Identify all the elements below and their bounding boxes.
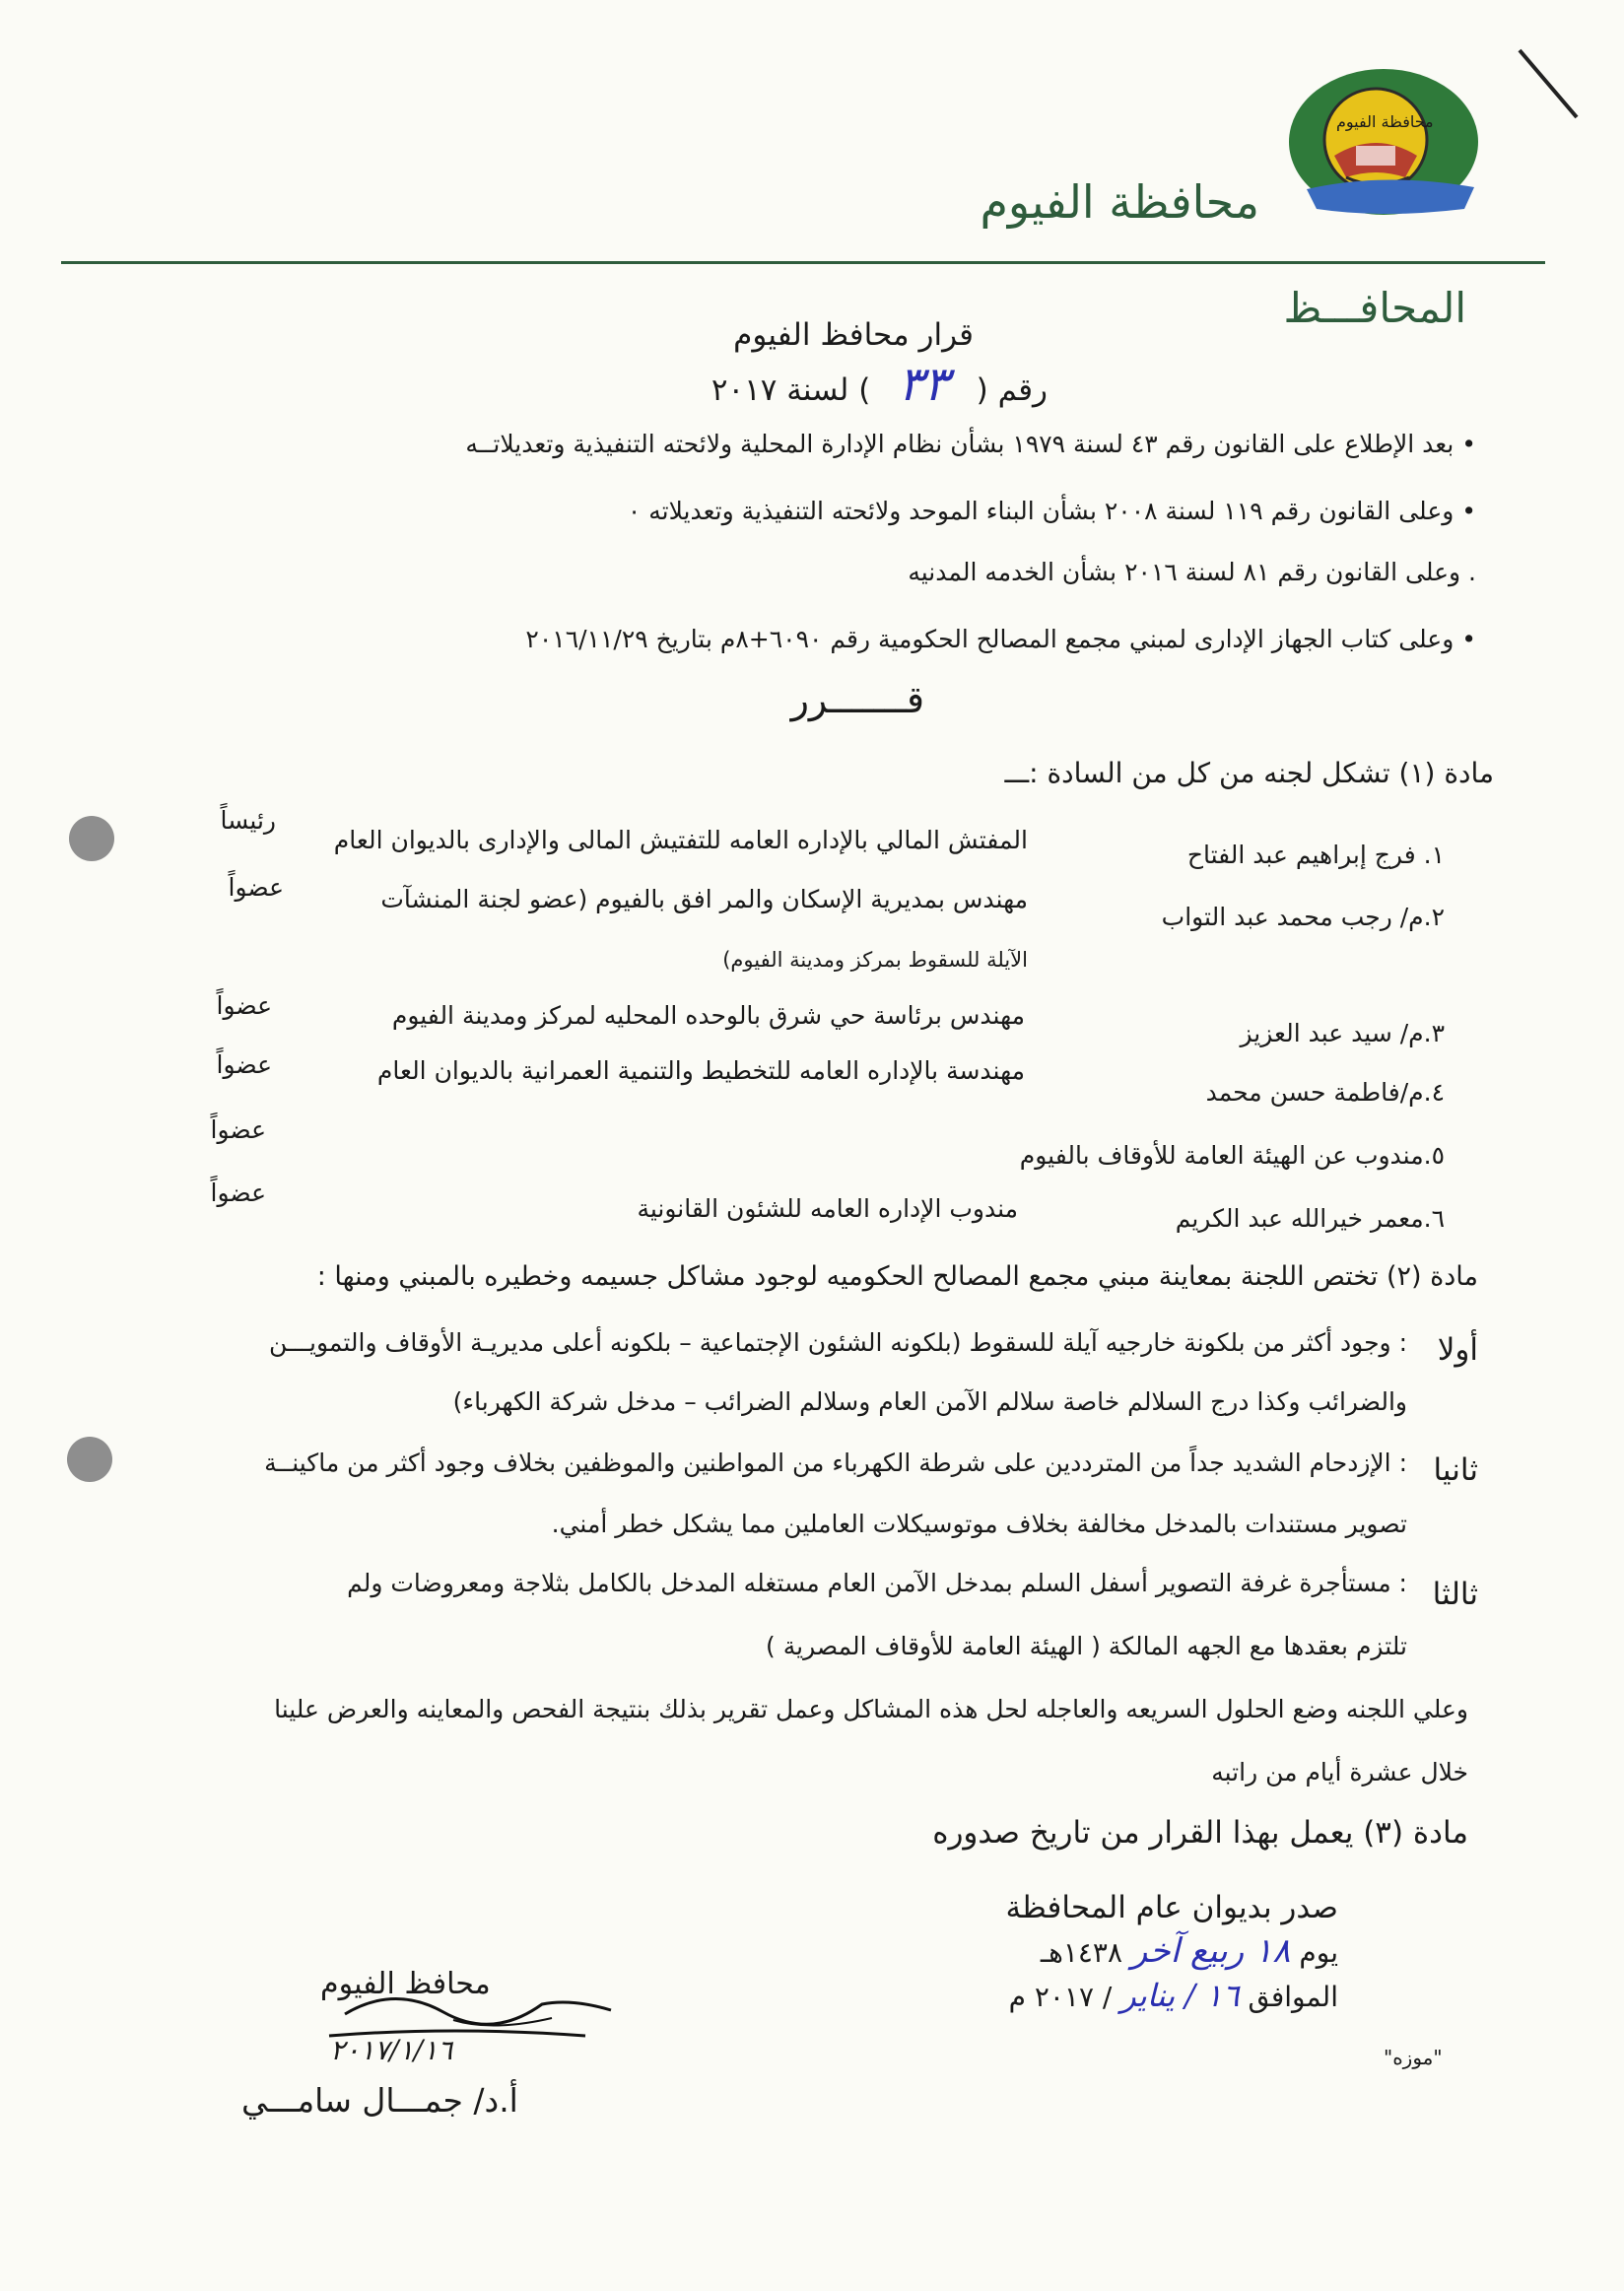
- member-role-cont: الآيلة للسقوط بمركز ومدينة الفيوم): [722, 948, 1028, 972]
- member-name: ٢.م/ رجب محمد عبد التواب: [1161, 903, 1445, 931]
- punch-hole-1: [69, 816, 114, 861]
- preamble-line-2: • وعلى القانون رقم ١١٩ لسنة ٢٠٠٨ بشأن البناء الموحد ولائحته التنفيذية وتعديلاته ٠: [627, 497, 1476, 525]
- issue-2-text-cont: تصوير مستندات بالمدخل مخالفة بخلاف موتوسيكلات العاملين مما يشكل خطر أمني.: [551, 1510, 1407, 1538]
- header-rule: [61, 261, 1545, 264]
- member-status: عضواً: [210, 1115, 266, 1144]
- member-role: مهندس بمديرية الإسكان والمر افق بالفيوم (عضو لجنة المنشآت: [380, 885, 1028, 913]
- article-2-heading: مادة (٢) تختص اللجنة بمعاينة مبني مجمع المصالح الحكوميه لوجود مشاكل جسيمه وخطيره بالمبني ومنها :: [316, 1261, 1478, 1292]
- member-status: رئيساً: [220, 806, 276, 835]
- issue-1-text: : وجود أكثر من بلكونة خارجيه آيلة للسقوط (بلكونه الشئون الإجتماعية – بلكونه أعلى مديريـة الأوقاف والتمويـــن: [269, 1328, 1407, 1357]
- issue-2-label: ثانيا: [1433, 1452, 1478, 1488]
- issue-1-text-cont: والضرائب وكذا درج السلالم خاصة سلالم الآمن العام وسلالم الضرائب – مدخل شركة الكهرباء): [452, 1387, 1407, 1416]
- gregorian-handwritten: ١٦ / يناير: [1120, 1977, 1240, 2014]
- member-role: مهندس برئاسة حي شرق بالوحده المحليه لمركز ومدينة الفيوم: [391, 1001, 1025, 1030]
- issued-hijri-date: [1041, 1931, 1338, 1971]
- article-1-heading: مادة (١) تشكل لجنه من كل من السادة :ـــ: [1004, 757, 1494, 789]
- hijri-suffix: ١٤٣٨هـ: [1040, 1936, 1122, 1969]
- preamble-line-3: . وعلى القانون رقم ٨١ لسنة ٢٠١٦ بشأن الخدمه المدنيه: [908, 558, 1476, 586]
- logo-text: محافظة الفيوم: [1336, 112, 1434, 131]
- decided-heading: قـــــــرر: [790, 678, 924, 721]
- preamble-line-4: • وعلى كتاب الجهاز الإدارى لمبني مجمع المصالح الحكومية رقم ٦٠٩٠+٨م بتاريخ ٢٠١٦/١١/٢٩: [525, 625, 1476, 653]
- issue-1-label: أولا: [1437, 1332, 1478, 1368]
- member-role: مندوب الإداره العامه للشئون القانونية: [637, 1194, 1018, 1223]
- article-3-heading: مادة (٣) يعمل بهذا القرار من تاريخ صدوره: [932, 1815, 1468, 1851]
- office-title: المحافـــظ: [1283, 284, 1466, 332]
- article-2-closing-cont: خلال عشرة أيام من راتبه: [1211, 1758, 1468, 1786]
- gregorian-suffix: / ٢٠١٧ م: [1008, 1981, 1113, 2013]
- punch-hole-2: [67, 1437, 112, 1482]
- article-2-closing: وعلي اللجنه وضع الحلول السريعه والعاجله لحل هذه المشاكل وعمل تقرير بذلك بنتيجة الفحص والمعاينه والعرض علينا: [274, 1695, 1468, 1723]
- signature-date-underline: [325, 2028, 591, 2042]
- governorate-logo: [1287, 61, 1480, 217]
- signature-title: محافظ الفيوم: [320, 1967, 491, 2001]
- member-name: ٣.م/ سيد عبد العزيز: [1240, 1019, 1445, 1047]
- governorate-name: محافظة الفيوم: [980, 175, 1259, 229]
- issue-3-text-cont: تلتزم بعقدها مع الجهه المالكة ( الهيئة العامة للأوقاف المصرية ): [766, 1632, 1407, 1660]
- member-status: عضواً: [228, 873, 284, 902]
- signature-scribble: [335, 1975, 631, 2034]
- member-status: عضواً: [210, 1179, 266, 1207]
- hijri-handwritten: ١٨ ربيع آخر: [1130, 1931, 1291, 1971]
- member-role: مهندسة بالإداره العامه للتخطيط والتنمية العمرانية بالديوان العام: [376, 1056, 1025, 1085]
- signer-name: أ.د/ جمـــال سامـــي: [241, 2081, 518, 2120]
- pen-mark: [1516, 44, 1585, 123]
- decree-number-line: [711, 357, 1048, 412]
- member-status: عضواً: [216, 991, 272, 1020]
- decree-number-prefix: رقم (: [976, 372, 1048, 408]
- decree-number-handwritten: ٣٣: [898, 357, 949, 412]
- member-status: عضواً: [216, 1050, 272, 1079]
- signature-date: ٢٠١٧/١/١٦: [330, 2034, 453, 2066]
- footer-mark: "موزه": [1384, 2046, 1443, 2069]
- member-name: ٦.معمر خيرالله عبد الكريم: [1175, 1204, 1445, 1233]
- issue-3-label: ثالثا: [1432, 1577, 1478, 1612]
- issued-gregorian-date: [1009, 1977, 1338, 2014]
- member-name: ٥.مندوب عن الهيئة العامة للأوقاف بالفيوم: [1019, 1141, 1445, 1170]
- gregorian-prefix: الموافق: [1248, 1981, 1338, 2013]
- preamble-line-1: • بعد الإطلاع على القانون رقم ٤٣ لسنة ١٩٧٩ بشأن نظام الإدارة المحلية ولائحته التنفيذية وتعديلاتــه: [465, 430, 1476, 458]
- member-role: المفتش المالي بالإداره العامه للتفتيش المالى والإدارى بالديوان العام: [333, 826, 1028, 854]
- issue-2-text: : الإزدحام الشديد جداً من المترددين على شرطة الكهرباء من المواطنين والموظفين بخلاف وجود أكثر من ماكينــة: [264, 1449, 1407, 1477]
- member-name: ١. فرج إبراهيم عبد الفتاح: [1186, 841, 1445, 869]
- member-name: ٤.م/فاطمة حسن محمد: [1205, 1078, 1445, 1107]
- decree-number-suffix: ) لسنة ٢٠١٧: [710, 372, 871, 408]
- issue-3-text: : مستأجرة غرفة التصوير أسفل السلم بمدخل الآمن العام مستغله المدخل بالكامل بثلاجة ومعروضات ولم: [347, 1569, 1407, 1597]
- hijri-prefix: يوم: [1299, 1936, 1338, 1969]
- decree-title: قرار محافظ الفيوم: [733, 317, 974, 353]
- issued-line: صدر بديوان عام المحافظة: [1005, 1890, 1338, 1925]
